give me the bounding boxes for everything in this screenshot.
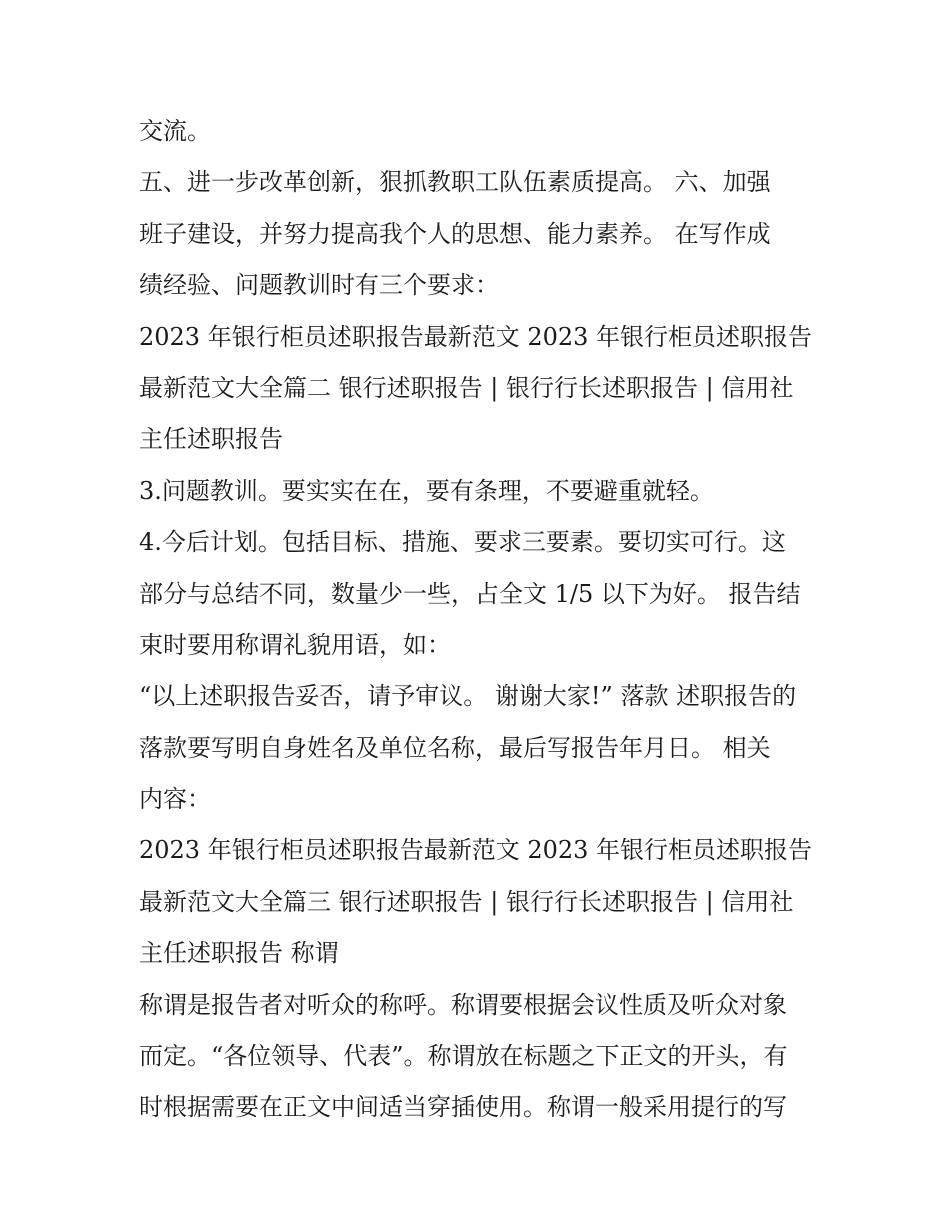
text-line: 2023 年银行柜员述职报告最新范文 2023 年银行柜员述职报告	[139, 322, 813, 351]
text-line: 交流。	[139, 117, 211, 145]
text-line: 束时要用称谓礼貌用语，如：	[139, 630, 451, 659]
text-line: 最新范文大全篇三 银行述职报告 | 银行行长述职报告 | 信用社	[139, 887, 794, 916]
text-line: 主任述职报告	[139, 425, 283, 454]
text-line: 落款要写明自身姓名及单位名称，最后写报告年月日。 相关	[139, 733, 771, 762]
text-line: 3.问题教训。要实实在在，要有条理，不要避重就轻。	[139, 476, 714, 505]
text-line: 4.今后计划。包括目标、措施、要求三要素。要切实可行。这	[139, 528, 786, 557]
text-line: 班子建设，并努力提高我个人的思想、能力素养。 在写作成	[139, 219, 771, 248]
text-line: 五、进一步改革创新，狠抓教职工队伍素质提高。 六、加强	[139, 168, 771, 197]
text-line: 内容：	[139, 785, 211, 814]
text-line: 最新范文大全篇二 银行述职报告 | 银行行长述职报告 | 信用社	[139, 373, 794, 402]
text-line: 主任述职报告 称谓	[139, 939, 339, 968]
text-line: 称谓是报告者对听众的称呼。称谓要根据会议性质及听众对象	[139, 990, 787, 1019]
text-line: 部分与总结不同，数量少一些，占全文 1/5 以下为好。 报告结	[139, 579, 801, 608]
text-line: 绩经验、问题教训时有三个要求：	[139, 271, 499, 300]
text-line: 而定。“各位领导、代表”。称谓放在标题之下正文的开头，有	[139, 1042, 788, 1071]
document-body	[139, 106, 829, 1134]
text-line: “以上述职报告妥否，请予审议。 谢谢大家!” 落款 述职报告的	[139, 682, 797, 711]
text-line: 时根据需要在正文中间适当穿插使用。称谓一般采用提行的写	[139, 1093, 787, 1122]
text-line: 2023 年银行柜员述职报告最新范文 2023 年银行柜员述职报告	[139, 836, 813, 865]
